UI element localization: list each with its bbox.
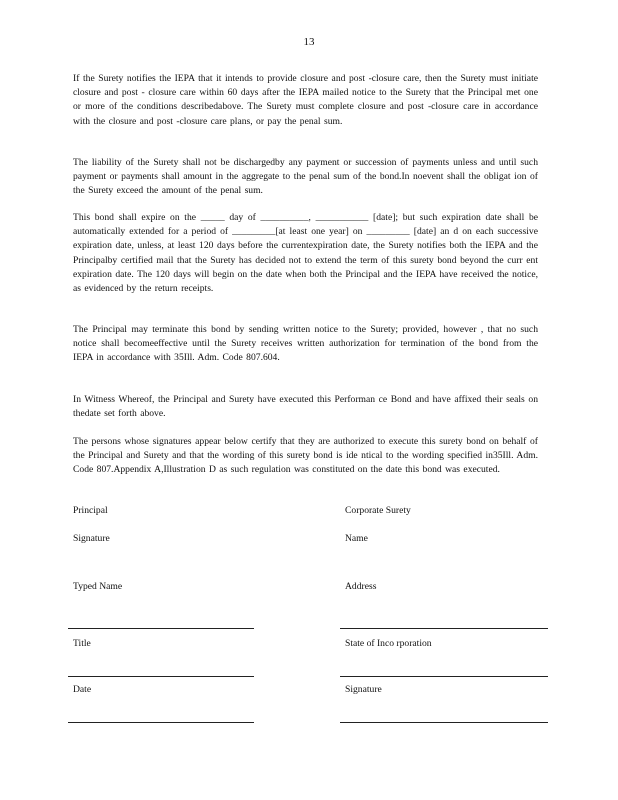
surety-name-label: Name — [345, 533, 368, 544]
principal-label: Principal — [73, 505, 108, 516]
corporate-surety-label: Corporate Surety — [345, 505, 411, 516]
title-line[interactable] — [68, 676, 254, 677]
date-line[interactable] — [68, 722, 254, 723]
principal-signature-label: Signature — [73, 533, 110, 544]
address-line[interactable] — [340, 628, 548, 629]
paragraph-in-witness: In Witness Whereof, the Principal and Surety have executed this Performan ce Bond and have affixed their seals on thedate set forth above. — [73, 394, 538, 420]
surety-signature-line[interactable] — [340, 722, 548, 723]
address-label: Address — [345, 581, 377, 592]
paragraph-surety-closure-notice: If the Surety notifies the IEPA that it intends to provide closure and post -closure care, then the Surety must initiate closure and post - closure care within 60 days after the IEPA mailed notice to the Surety that the Principal met one or more of the conditions describedabove. The Surety must complete closure and post -closure care in accordance with the closure and post -closure care plans, or pay the penal sum. — [73, 73, 538, 127]
state-of-incorporation-label: State of Inco rporation — [345, 638, 432, 649]
paragraph-termination: The Principal may terminate this bond by sending written notice to the Surety; provided, however , that no such notice shall becomeeffective until the Surety receives written authorization for termination of the bond from the IEPA in accordance with 35Ill. Adm. Code 807.604. — [73, 324, 538, 364]
page-number: 13 — [303, 36, 315, 48]
paragraph-signatory-certification: The persons whose signatures appear below certify that they are authorized to execute this surety bond on behalf of the Principal and Surety and that the wording of this surety bond is ide ntical to the wording specified in35Ill. Adm. Code 807.Appendix A,Illustration D as such regulation was constituted on the date this bond was executed. — [73, 436, 538, 476]
paragraph-surety-liability: The liability of the Surety shall not be dischargedby any payment or succession of payments unless and until such payment or payments shall amount in the aggregate to the penal sum of the bond.In noevent shall the obligat ion of the Surety exceed the amount of the penal sum. — [73, 157, 538, 197]
title-label: Title — [73, 638, 91, 649]
date-label: Date — [73, 684, 92, 695]
surety-signature-label: Signature — [345, 684, 382, 695]
paragraph-bond-expiration: This bond shall expire on the _____ day of __________, ___________ [date]; but such expiration date shall be automatically extended for a period of _________[at least one year] on _________ [date] an d on each successive expiration date, unless, at least 120 days before the currentexpiration date, the Surety notifies both the IEPA and the Principalby certified mail that the Surety has decided not to extend the term of this surety bond beyond the curr ent expiration date. The 120 days will begin on the date when both the Principal and the IEPA have received the notice, as evidenced by the return receipts. — [73, 212, 538, 295]
state-of-incorporation-line[interactable] — [340, 676, 548, 677]
typed-name-line[interactable] — [68, 628, 254, 629]
typed-name-label: Typed Name — [73, 581, 123, 592]
